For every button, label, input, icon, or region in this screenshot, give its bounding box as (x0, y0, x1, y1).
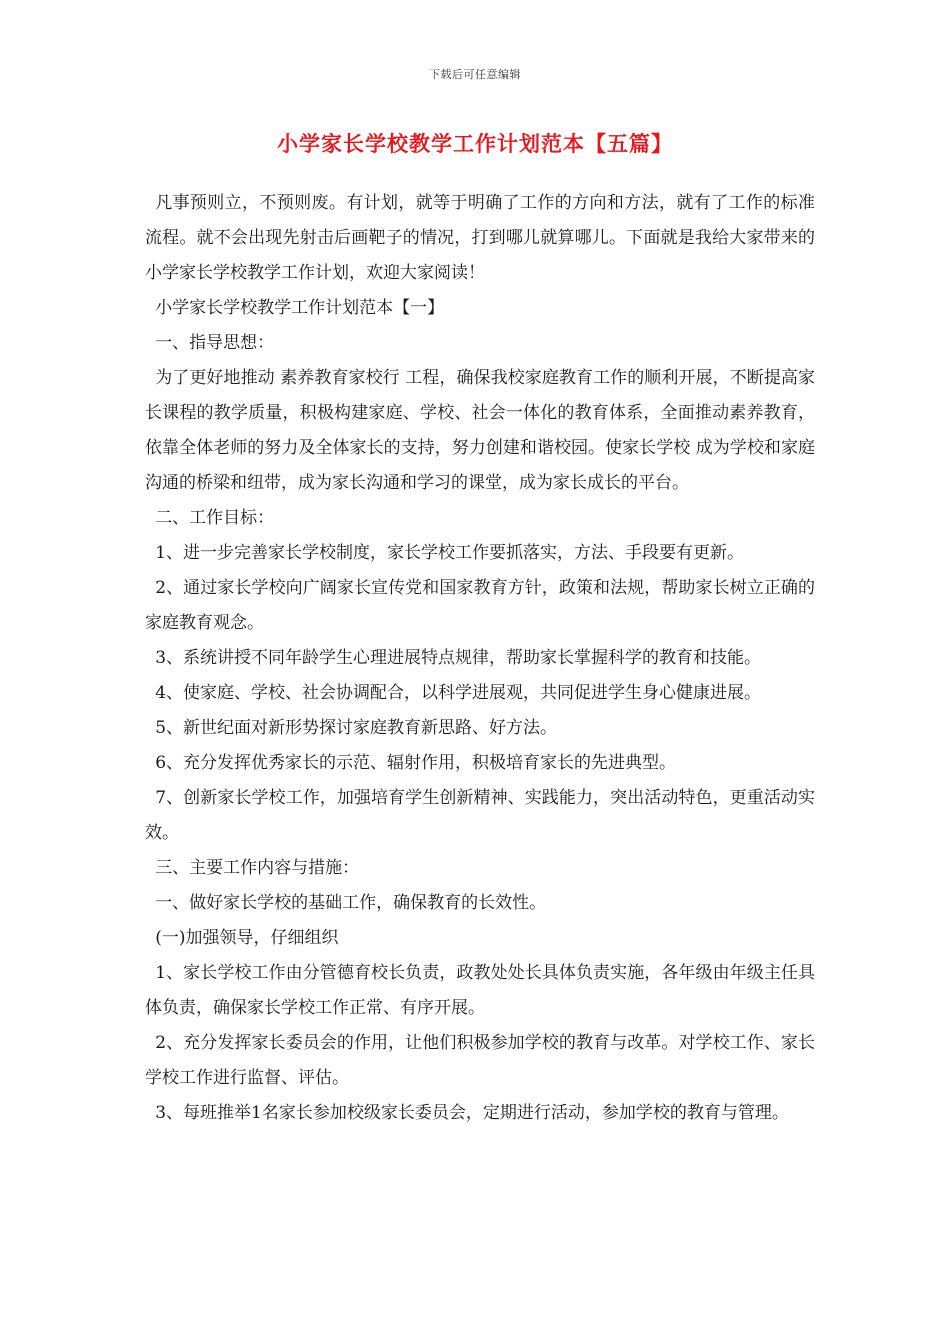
list-item: 3、系统讲授不同年龄学生心理进展特点规律，帮助家长掌握科学的教育和技能。 (155, 648, 762, 668)
document-body (145, 186, 815, 1131)
document-title: 小学家长学校教学工作计划范本【五篇】 (277, 131, 673, 156)
subsection-heading: (一)加强领导，仔细组织 (155, 928, 339, 948)
page-header-note: 下载后可任意编辑 (429, 68, 521, 81)
list-item: 6、充分发挥优秀家长的示范、辐射作用，积极培育家长的先进典型。 (155, 753, 677, 773)
list-item: 4、使家庭、学校、社会协调配合，以科学进展观，共同促进学生身心健康进展。 (155, 683, 762, 703)
list-item: 7、创新家长学校工作，加强培育学生创新精神、实践能力，突出活动特色，更重活动实效。 (145, 788, 815, 843)
list-item: 2、充分发挥家长委员会的作用，让他们积极参加学校的教育与改革。对学校工作、家长学校工作进行监督、评估。 (145, 1033, 815, 1088)
body-paragraph: 为了更好地推动 素养教育家校行 工程，确保我校家庭教育工作的顺利开展，不断提高家长课程的教学质量，积极构建家庭、学校、社会一体化的教育体系，全面推动素养教育，依靠全体老师的努力及全体家长的支持，努力创建和谐校园。使家长学校 成为学校和家庭沟通的桥梁和纽带，成为家长沟通和学习的课堂，成为家长成长的平台。 (145, 368, 815, 493)
subsection-heading: 一、做好家长学校的基础工作，确保教育的长效性。 (155, 893, 547, 913)
list-item: 1、进一步完善家长学校制度，家长学校工作要抓落实，方法、手段要有更新。 (155, 543, 745, 563)
list-item: 2、通过家长学校向广阔家长宣传党和国家教育方针，政策和法规，帮助家长树立正确的家庭教育观念。 (145, 578, 815, 633)
list-item: 5、新世纪面对新形势探讨家庭教育新思路、好方法。 (155, 718, 558, 738)
list-item: 3、每班推举1名家长参加校级家长委员会，定期进行活动，参加学校的教育与管理。 (155, 1103, 789, 1123)
list-item: 1、家长学校工作由分管德育校长负责，政教处处长具体负责实施，各年级由年级主任具体负责，确保家长学校工作正常、有序开展。 (145, 963, 815, 1018)
section-heading: 小学家长学校教学工作计划范本【一】 (155, 298, 445, 318)
section-heading: 二、工作目标： (155, 508, 275, 528)
intro-paragraph: 凡事预则立，不预则废。有计划，就等于明确了工作的方向和方法，就有了工作的标准流程。就不会出现先射击后画靶子的情况，打到哪儿就算哪儿。下面就是我给大家带来的小学家长学校教学工作计划，欢迎大家阅读！ (145, 193, 815, 283)
section-heading: 一、指导思想： (155, 333, 275, 353)
section-heading: 三、主要工作内容与措施： (155, 858, 360, 878)
